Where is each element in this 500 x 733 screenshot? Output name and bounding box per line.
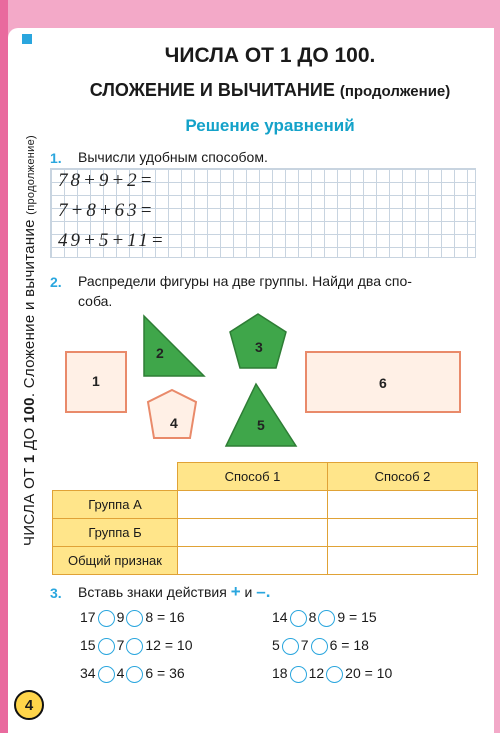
answer-circle[interactable] [98,638,115,655]
shape-5-label: 5 [257,417,265,433]
operand: 12 [308,665,325,681]
operand: 8 [308,609,317,625]
task2-text-cont: соба. [78,293,113,309]
operand: 14 [272,609,288,625]
shape-4-label: 4 [170,415,178,431]
task2-text: Распредели фигуры на две группы. Найди два спо- [78,273,412,289]
operand: 6 = 18 [329,637,369,653]
operand: 20 = 10 [345,665,393,681]
table-cell-a-way1[interactable] [178,491,328,519]
task2-answer-table [52,462,478,575]
task3-row2-right [272,637,369,655]
operand: 7 [300,637,309,653]
operand: 4 [116,665,125,681]
table-cell-b-way2[interactable] [328,519,478,547]
table-row-common: Общий признак [53,547,178,575]
side-bold-1: 1 [20,453,38,463]
task1-expression-3: 49+5+11= [58,230,167,251]
task3-row3-right [272,665,392,683]
operand: 12 = 10 [145,637,193,653]
side-text-3: . Сложение и вычитание [20,214,38,397]
table-header-way2: Способ 2 [328,463,478,491]
operand: 18 [272,665,288,681]
shape-2-triangle [144,316,204,376]
task2-number: 2. [50,274,62,290]
task1-expression-2: 7+8+63= [58,200,156,221]
side-text-2: ДО [20,422,38,454]
operand: 9 [116,609,125,625]
shape-2-label: 2 [156,345,164,361]
task1-number: 1. [50,150,62,166]
operand: 6 = 36 [145,665,185,681]
side-running-head [14,30,44,650]
task3-row3-left [80,665,185,683]
page-title-line2 [50,80,490,101]
table-corner [53,463,178,491]
plus-sign: + [230,582,241,601]
task3-number: 3. [50,585,62,601]
top-pink-border [8,0,500,28]
task3-text-line [78,582,270,602]
table-cell-a-way2[interactable] [328,491,478,519]
table-header-way1: Способ 1 [178,463,328,491]
answer-circle[interactable] [326,666,343,683]
answer-circle[interactable] [98,666,115,683]
task3-and: и [244,584,253,600]
page-number: 4 [14,690,44,720]
shape-6-label: 6 [379,375,387,391]
task3-row2-left [80,637,192,655]
table-row-group-b: Группа Б [53,519,178,547]
page-title: ЧИСЛА ОТ 1 ДО 100. [164,44,376,67]
operand: 15 [80,637,96,653]
side-text-1: ЧИСЛА ОТ [20,462,38,546]
answer-circle[interactable] [98,610,115,627]
operand: 9 = 15 [337,609,377,625]
task2-shapes [50,310,480,460]
answer-circle[interactable] [126,638,143,655]
side-paren: (продолжение) [24,134,37,215]
table-row-group-a: Группа А [53,491,178,519]
task3-text: Вставь знаки действия [78,584,227,600]
shape-1-label: 1 [92,373,100,389]
answer-circle[interactable] [282,638,299,655]
table-cell-b-way1[interactable] [178,519,328,547]
table-cell-common-way2[interactable] [328,547,478,575]
operand: 7 [116,637,125,653]
operand: 8 = 16 [145,609,185,625]
operand: 5 [272,637,280,653]
operand: 17 [80,609,96,625]
answer-circle[interactable] [290,666,307,683]
task1-text: Вычисли удобным способом. [78,149,268,165]
title-line2-text: СЛОЖЕНИЕ И ВЫЧИТАНИЕ [89,80,335,100]
shape-3-label: 3 [255,339,263,355]
task3-row1-left [80,609,185,627]
answer-circle[interactable] [311,638,328,655]
answer-circle[interactable] [318,610,335,627]
table-cell-common-way1[interactable] [178,547,328,575]
answer-circle[interactable] [290,610,307,627]
left-pink-strip [0,0,8,733]
task1-expression-1: 78+9+2= [58,170,156,191]
title-line2-paren: (продолжение) [339,83,451,100]
section-subtitle: Решение уравнений [185,116,355,135]
answer-circle[interactable] [126,666,143,683]
operand: 34 [80,665,96,681]
side-bold-100: 100 [20,396,38,423]
shape-5-triangle [226,384,296,446]
minus-sign: –. [256,582,271,601]
answer-circle[interactable] [126,610,143,627]
task3-row1-right [272,609,377,627]
